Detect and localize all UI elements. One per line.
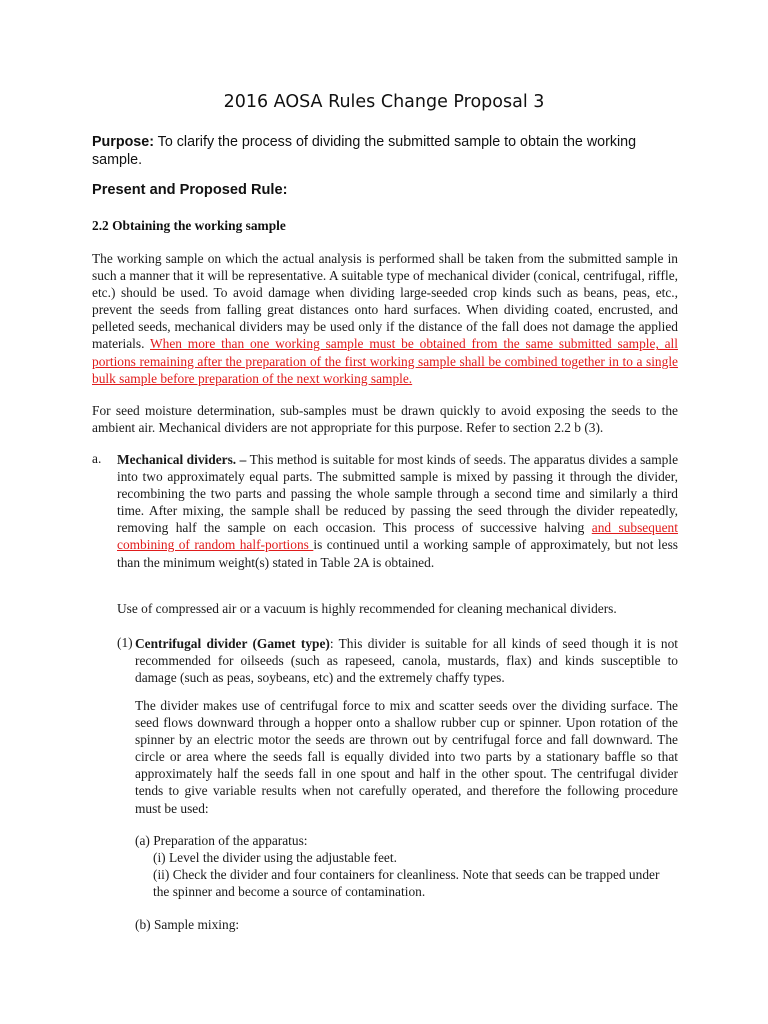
proposed-halving-text: and subsequent combining of random half-portions bbox=[117, 520, 678, 553]
preparation-step-i: (i) Level the divider using the adjustable feet. bbox=[153, 850, 397, 866]
working-sample-text: The working sample on which the actual analysis is performed shall be taken from the submitted sample in such a manner that it will be representative. A suitable type of mechanical divider (conical, centrifugal, riffle, etc.) should be used. To avoid damage when dividing large-seeded crop kinds such as beans, peas, etc., prevent the seeds from falling great distances onto hard surfaces. When dividing coated, encrusted, and pelleted seeds, mechanical dividers may be used only if the distance of the fall does not damage the applied materials. bbox=[92, 251, 678, 352]
working-sample-paragraph bbox=[92, 250, 678, 387]
section-heading: 2.2 Obtaining the working sample bbox=[92, 218, 286, 233]
purpose-label: Purpose: bbox=[92, 134, 154, 150]
moisture-paragraph: For seed moisture determination, sub-samples must be drawn quickly to avoid exposing the seeds to the ambient air. Mechanical dividers are not appropriate for this purpose. Refer to section 2.2 b (3). bbox=[92, 403, 678, 436]
proposed-change-text: When more than one working sample must be obtained from the same submitted sample, all portions remaining after the preparation of the first working sample shall be combined together in to a single bulk sample before preparation of the next working sample. bbox=[92, 336, 678, 386]
mechanical-dividers-text-end: is continued until a working sample of approximately, but not less than the minimum weight(s) stated in Table 2A is obtained. bbox=[117, 537, 678, 570]
mechanical-dividers-heading: Mechanical dividers. – bbox=[117, 452, 247, 467]
item-a-label: a. bbox=[92, 451, 102, 466]
preparation-step-ii: (ii) Check the divider and four containers for cleanliness. Note that seeds can be trapped under the spinner and become a source of contamination. bbox=[153, 867, 660, 900]
purpose-text: To clarify the process of dividing the submitted sample to obtain the working sample. bbox=[92, 134, 637, 168]
centrifugal-divider-item bbox=[135, 635, 678, 686]
compressed-air-paragraph: Use of compressed air or a vacuum is highly recommended for cleaning mechanical dividers. bbox=[117, 601, 617, 616]
present-proposed-heading: Present and Proposed Rule: bbox=[92, 182, 288, 198]
mechanical-dividers-item bbox=[117, 451, 678, 571]
preparation-section bbox=[135, 832, 678, 900]
page-title: 2016 AOSA Rules Change Proposal 3 bbox=[223, 92, 545, 112]
item-1-label: (1) bbox=[117, 635, 133, 650]
preparation-label: (a) Preparation of the apparatus: bbox=[135, 833, 308, 848]
centrifugal-divider-text: : This divider is suitable for all kinds of seed though it is not recommended for oilseeds (such as rapeseed, canola, mustards, flax) and kinds susceptible to damage (such as peas, soybeans, etc) and the extremely chaffy types. bbox=[135, 636, 678, 686]
purpose-paragraph bbox=[92, 133, 682, 169]
divider-description-paragraph: The divider makes use of centrifugal force to mix and scatter seeds over the dividing surface. The seed flows downward through a hopper onto a shallow rubber cup or spinner. Upon rotation of the spinner by an electric motor the seeds are thrown out by centrifugal force and fall downward. The circle or area where the seeds fall is equally divided into two parts by a stationary baffle so that approximately half the seeds fall in one spout and half in the other spout. The centrifugal divider tends to give variable results when not carefully operated, and therefore the following procedure must be used: bbox=[135, 698, 678, 816]
sample-mixing-label: (b) Sample mixing: bbox=[135, 917, 240, 932]
mechanical-dividers-text: This method is suitable for most kinds of seeds. The apparatus divides a sample into two approximately equal parts. The submitted sample is mixed by passing it through the divider, recombining the two parts and passing the whole sample through a second time and similarly a third time. After mixing, the sample shall be reduced by passing the seed through the divider repeatedly, removing half the sample on each occasion. This process of successive halving bbox=[117, 452, 679, 536]
centrifugal-divider-heading: Centrifugal divider (Gamet type) bbox=[135, 636, 330, 651]
